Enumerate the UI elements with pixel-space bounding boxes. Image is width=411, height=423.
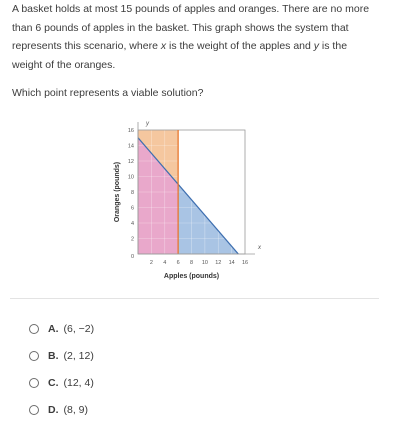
variable-y: y: [313, 40, 320, 52]
radio-icon[interactable]: [29, 324, 39, 334]
origin-label: 0: [130, 254, 134, 260]
choice-c[interactable]: [29, 369, 94, 396]
y-tick-label: 8: [130, 190, 134, 196]
question-text: [12, 0, 404, 74]
y-tick-label: 4: [130, 221, 134, 227]
choice-text: (6, −2): [63, 322, 95, 335]
y-tick-label: 16: [127, 128, 134, 134]
divider: [10, 298, 379, 299]
choice-letter: A.: [48, 322, 59, 335]
question-line-3: [12, 37, 404, 56]
choice-text: (8, 9): [63, 403, 89, 416]
choice-d[interactable]: [29, 396, 94, 423]
y-tick-label: 2: [130, 236, 134, 243]
choice-letter: D.: [48, 403, 59, 416]
question-line-1: A basket holds at most 15 pounds of apples and oranges. There are no more: [12, 3, 370, 15]
y-axis-name: y: [146, 121, 149, 127]
choice-letter: B.: [48, 349, 59, 362]
x-axis-name: x: [258, 245, 261, 251]
answer-choices: [29, 315, 94, 423]
x-tick-label: 2: [149, 260, 153, 266]
x-tick-label: 10: [201, 260, 208, 266]
inequality-graph: [108, 116, 278, 286]
choice-b[interactable]: [29, 342, 94, 369]
choice-text: (2, 12): [63, 349, 94, 362]
y-axis-label: Oranges (pounds): [114, 161, 121, 223]
question-prompt: Which point represents a viable solution?: [12, 87, 204, 99]
y-tick-label: 12: [127, 159, 134, 165]
x-tick-label: 12: [215, 260, 222, 266]
question-line-3-part-b: is the weight of the apples and: [166, 40, 314, 52]
x-tick-label: 4: [163, 260, 167, 266]
y-tick-label: 6: [130, 205, 134, 212]
variable-x: x: [160, 40, 167, 52]
question-line-3-part-c: is the: [319, 40, 348, 52]
x-tick-label: 16: [241, 260, 249, 266]
choice-text: (12, 4): [63, 376, 94, 389]
choice-letter: C.: [48, 376, 59, 389]
question-line-2: than 6 pounds of apples in the basket. This graph shows the system that: [12, 21, 349, 34]
radio-icon[interactable]: [29, 378, 39, 388]
x-axis-label: Apples (pounds): [163, 273, 220, 280]
x-tick-label: 6: [176, 260, 180, 266]
x-tick-label: 8: [189, 260, 194, 266]
y-tick-label: 14: [127, 143, 134, 150]
choice-a[interactable]: [29, 315, 94, 342]
radio-icon[interactable]: [29, 351, 39, 361]
question-line-3-part-a: represents this scenario, where: [12, 40, 161, 52]
radio-icon[interactable]: [29, 405, 39, 415]
x-tick-label: 14: [228, 260, 235, 266]
question-line-4: weight of the oranges.: [12, 58, 116, 71]
y-tick-label: 10: [127, 174, 134, 181]
